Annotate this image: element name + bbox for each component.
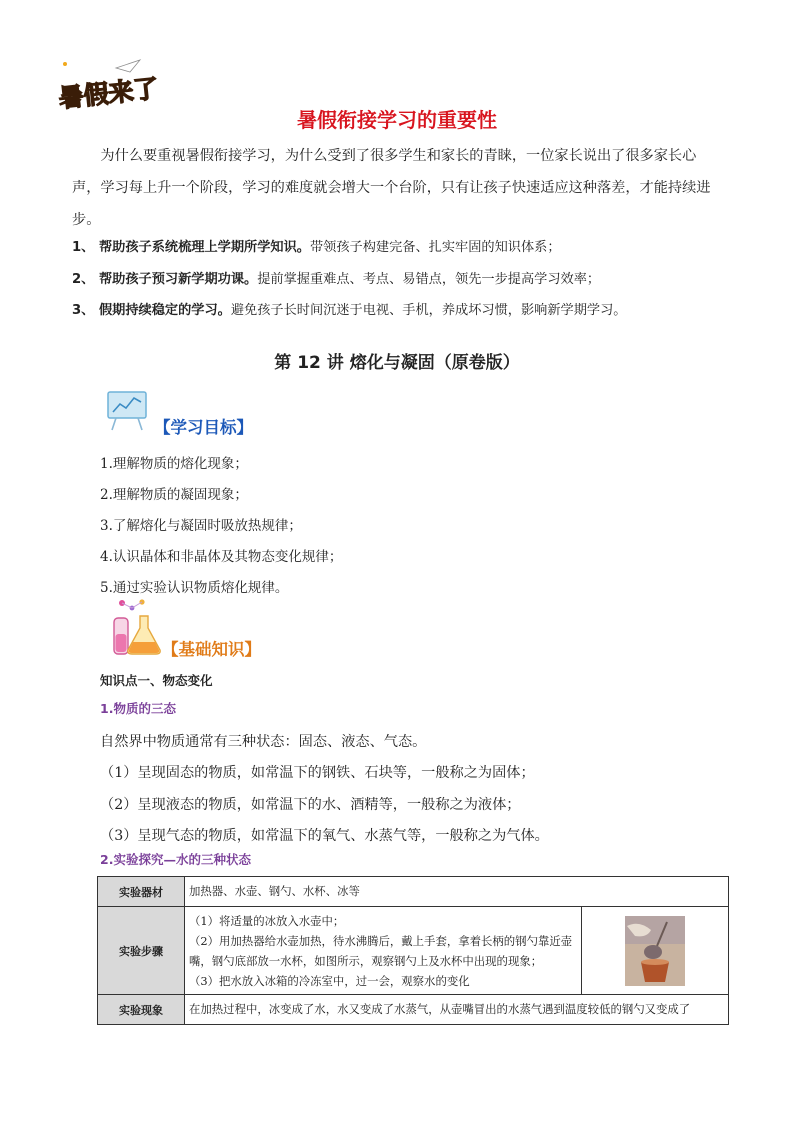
state-item: （1）呈现固态的物质，如常温下的钢铁、石块等，一般称之为固体；: [100, 765, 535, 781]
table-row: [98, 995, 729, 1025]
table-row: [98, 877, 729, 907]
goal-item: 3.了解熔化与凝固时吸放热规律；: [100, 518, 302, 534]
row-label: 实验现象: [98, 995, 185, 1025]
row-label: 实验步骤: [98, 907, 185, 995]
benefit-text: 带领孩子构建完备、扎实牢固的知识体系；: [309, 240, 561, 255]
benefit-bold: 1、 帮助孩子系统梳理上学期所学知识。: [72, 240, 310, 255]
state-item: （2）呈现液态的物质，如常温下的水、酒精等，一般称之为液体；: [100, 797, 521, 813]
basic-knowledge-heading: 【基础知识】: [162, 640, 261, 659]
benefit-item: [72, 268, 732, 287]
goal-item: 1.理解物质的熔化现象；: [100, 456, 248, 472]
section-title: 1.物质的三态: [100, 701, 176, 716]
presentation-board-icon: [104, 388, 154, 432]
benefit-text: 避免孩子长时间沉迷于电视、手机，养成坏习惯，影响新学期学习。: [230, 303, 627, 318]
goal-item: 2.理解物质的凝固现象；: [100, 487, 248, 503]
knowledge-point-title: 知识点一、物态变化: [100, 673, 213, 688]
benefit-item: [72, 236, 732, 255]
section-title: 2.实验探究—水的三种状态: [100, 852, 251, 867]
table-row: [98, 907, 729, 995]
flask-icon: [108, 598, 164, 658]
row-content: 在加热过程中，冰变成了水，水又变成了水蒸气，从壶嘴冒出的水蒸气遇到温度较低的钢勺又变成了: [185, 995, 729, 1025]
benefit-text: 提前掌握重难点、考点、易错点，领先一步提高学习效率；: [257, 272, 601, 287]
intro-paragraph: 为什么要重视暑假衔接学习，为什么受到了很多学生和家长的青睐，一位家长说出了很多家长心声，学习每上升一个阶段，学习的难度就会增大一个台阶，只有让孩子快速适应这种落差，才能持续进步。: [72, 148, 711, 228]
step-item: （1）将适量的冰放入水壶中；: [189, 914, 345, 928]
learning-goals-heading: 【学习目标】: [154, 418, 253, 437]
benefit-bold: 3、 假期持续稳定的学习。: [72, 303, 231, 318]
step-item: （2）用加热器给水壶加热，待水沸腾后，戴上手套，拿着长柄的钢勺靠近壶嘴，钢勺底部放一水杯，如图所示，观察钢勺上及水杯中出现的现象；: [189, 934, 573, 968]
benefit-item: [72, 299, 732, 318]
steam-spoon-photo: [625, 916, 685, 986]
row-content: 加热器、水壶、钢勺、水杯、冰等: [185, 877, 729, 907]
goal-item: 4.认识晶体和非晶体及其物态变化规律；: [100, 549, 343, 565]
banner-title: 暑假衔接学习的重要性: [297, 108, 497, 132]
row-label: 实验器材: [98, 877, 185, 907]
logo-text: 暑假来了: [57, 73, 160, 114]
experiment-photo-cell: [582, 907, 729, 995]
step-item: （3）把水放入冰箱的冷冻室中，过一会，观察水的变化: [189, 974, 470, 988]
experiment-table: [97, 876, 729, 1025]
state-item: （3）呈现气态的物质，如常温下的氧气、水蒸气等，一般称之为气体。: [100, 828, 549, 844]
lesson-title: 第 12 讲 熔化与凝固（原卷版）: [274, 353, 520, 373]
row-steps: [185, 907, 582, 995]
benefit-bold: 2、 帮助孩子预习新学期功课。: [72, 272, 258, 287]
section-intro: 自然界中物质通常有三种状态：固态、液态、气态。: [100, 734, 427, 750]
goal-item: 5.通过实验认识物质熔化规律。: [100, 580, 289, 596]
